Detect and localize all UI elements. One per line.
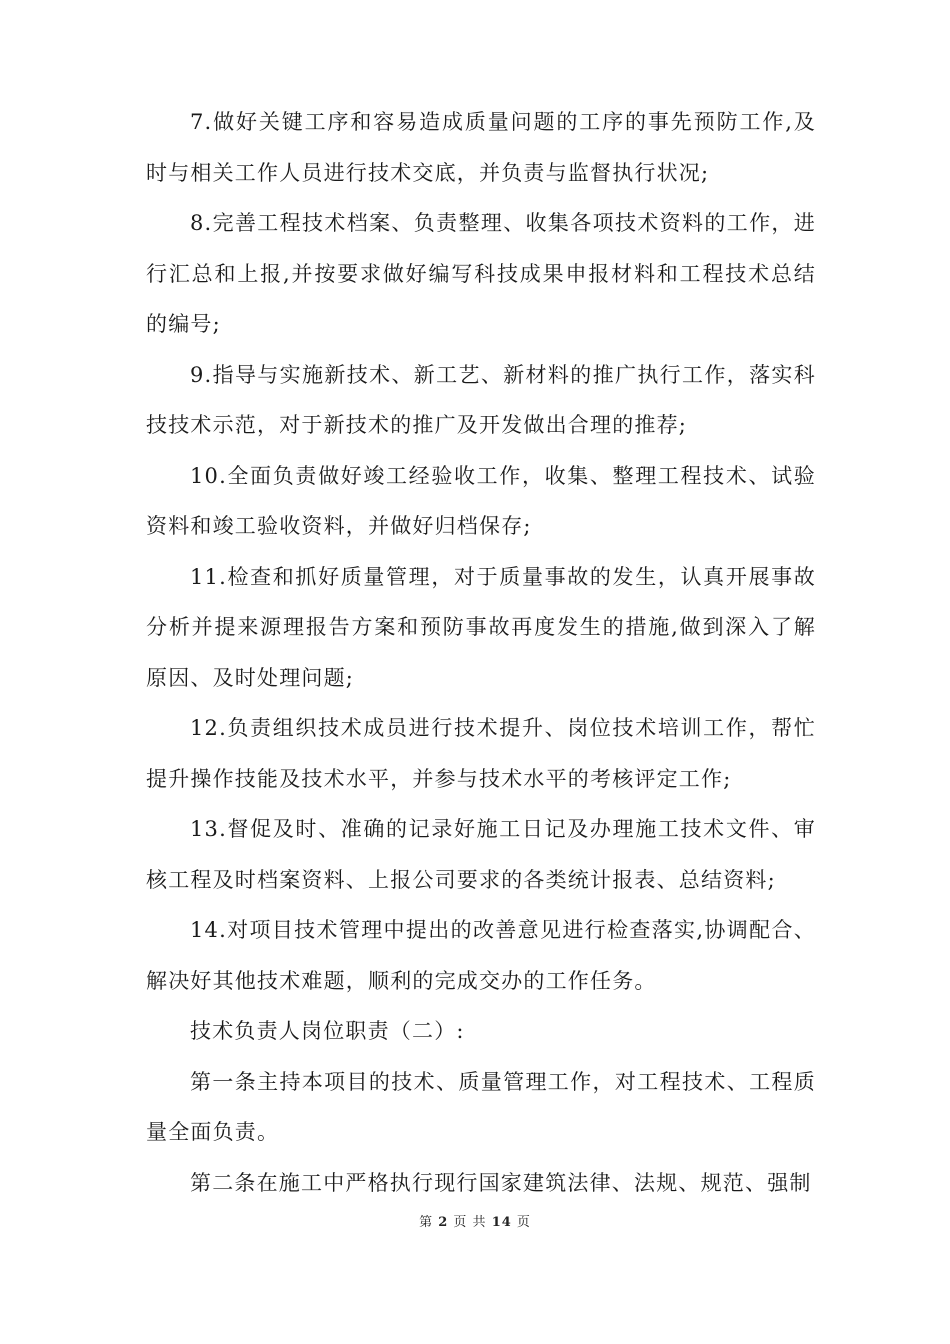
paragraph-item-11: 11.检查和抓好质量管理，对于质量事故的发生，认真开展事故分析并提来源理报告方案和预防事故再度发生的措施,做到深入了解原因、及时处理问题; (146, 564, 816, 690)
footer-suffix: 页 (516, 1215, 531, 1230)
paragraph-item-13: 13.督促及时、准确的记录好施工日记及办理施工技术文件、审核工程及时档案资料、上报公司要求的各类统计报表、总结资料; (146, 817, 816, 892)
paragraph-item-14: 14.对项目技术管理中提出的改善意见进行检查落实,协调配合、解决好其他技术难题，顺利的完成交办的工作任务。 (146, 918, 816, 993)
footer-prefix: 第 (419, 1215, 434, 1230)
footer-middle: 页 共 (453, 1215, 487, 1230)
article-one: 第一条主持本项目的技术、质量管理工作，对工程技术、工程质量全面负责。 (146, 1069, 816, 1144)
paragraph-item-7: 7.做好关键工序和容易造成质量问题的工序的事先预防工作,及时与相关工作人员进行技术交底，并负责与监督执行状况; (146, 110, 816, 185)
paragraph-item-8: 8.完善工程技术档案、负责整理、收集各项技术资料的工作，进行汇总和上报,并按要求做好编写科技成果申报材料和工程技术总结的编号; (146, 211, 816, 336)
article-two: 第二条在施工中严格执行现行国家建筑法律、法规、规范、强制 (190, 1170, 812, 1195)
paragraph-item-10: 10.全面负责做好竣工经验收工作，收集、整理工程技术、试验资料和竣工验收资料，并做好归档保存; (146, 463, 816, 538)
paragraph-item-12: 12.负责组织技术成员进行技术提升、岗位技术培训工作，帮忙提升操作技能及技术水平，并参与技术水平的考核评定工作; (146, 716, 816, 791)
footer-current-page: 2 (438, 1215, 449, 1230)
footer-total-pages: 14 (491, 1215, 512, 1230)
section-heading: 技术负责人岗位职责（二）: (190, 1019, 465, 1043)
page-body (146, 97, 816, 1208)
page-footer (0, 1213, 950, 1233)
paragraph-item-9: 9.指导与实施新技术、新工艺、新材料的推广执行工作，落实科技技术示范，对于新技术的推广及开发做出合理的推荐; (146, 362, 816, 437)
